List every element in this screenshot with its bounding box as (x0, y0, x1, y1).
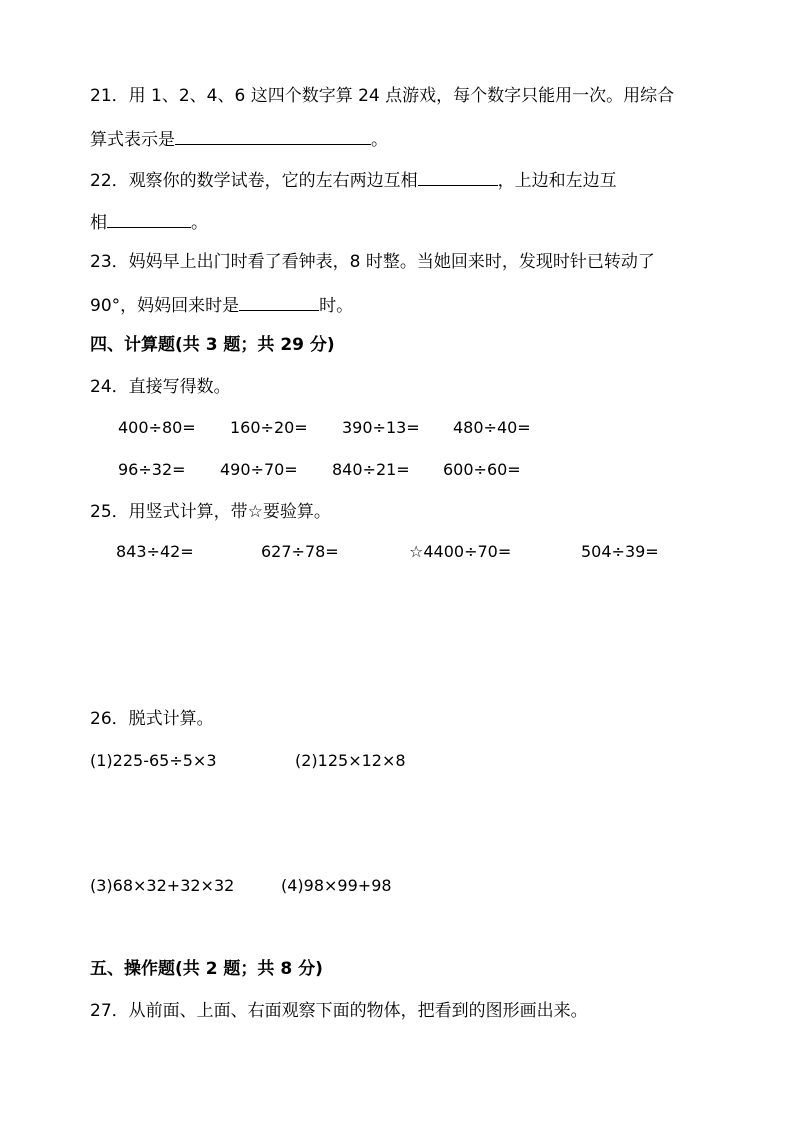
q26-item: (3)68×32+32×32 (90, 876, 235, 895)
q23-line1: 23．妈妈早上出门时看了看钟表，8 时整。当她回来时，发现时针已转动了 (90, 252, 655, 272)
q22-line2-prefix: 相 (90, 213, 107, 233)
q25-item: 627÷78= (261, 542, 339, 561)
q25-title: 25．用竖式计算，带☆要验算。 (90, 502, 331, 522)
q21-suffix: 。 (371, 130, 388, 150)
q24-item: 160÷20= (230, 418, 308, 437)
q26-row1 (0, 749, 794, 773)
q23-answer-blank[interactable] (239, 292, 319, 311)
section5-title: 五、操作题(共 2 题；共 8 分) (90, 959, 323, 979)
q23-prefix: 90°，妈妈回来时是 (90, 296, 240, 316)
section4-title: 四、计算题(共 3 题；共 29 分) (90, 335, 335, 355)
q26-item: (4)98×99+98 (281, 876, 392, 895)
q23-suffix: 时。 (319, 296, 354, 316)
q22-answer-blank-1[interactable] (418, 167, 498, 186)
q24-item: 390÷13= (342, 418, 420, 437)
q26-row2 (0, 874, 794, 898)
q26-item: (2)125×12×8 (295, 751, 406, 770)
q21-line1: 21．用 1、2、4、6 这四个数字算 24 点游戏，每个数字只能用一次。用综合 (90, 86, 675, 106)
q24-title: 24．直接写得数。 (90, 377, 231, 397)
q22-prefix: 22．观察你的数学试卷，它的左右两边互相 (90, 171, 418, 191)
q24-row2 (0, 458, 794, 482)
q24-row1 (0, 416, 794, 440)
q25-item: 504÷39= (581, 542, 659, 561)
q25-item: ☆4400÷70= (409, 542, 512, 561)
q23-line2 (90, 292, 353, 318)
q27-title: 27．从前面、上面、右面观察下面的物体，把看到的图形画出来。 (90, 1001, 588, 1021)
q24-item: 480÷40= (453, 418, 531, 437)
q22-line2 (90, 209, 208, 235)
q25-item: 843÷42= (116, 542, 194, 561)
q25-row (0, 540, 794, 564)
q21-answer-blank[interactable] (175, 126, 371, 145)
q24-item: 840÷21= (332, 460, 410, 479)
q24-item: 600÷60= (443, 460, 521, 479)
q26-title: 26．脱式计算。 (90, 709, 214, 729)
q22-line2-suffix: 。 (191, 213, 208, 233)
q21-prefix: 算式表示是 (90, 130, 175, 150)
q22-line1 (90, 167, 617, 193)
q24-item: 96÷32= (118, 460, 186, 479)
q21-line2 (90, 126, 388, 152)
q24-item: 490÷70= (220, 460, 298, 479)
q24-item: 400÷80= (118, 418, 196, 437)
q26-item: (1)225-65÷5×3 (90, 751, 217, 770)
q22-answer-blank-2[interactable] (107, 209, 191, 228)
q22-middle: ，上边和左边互 (497, 171, 617, 191)
